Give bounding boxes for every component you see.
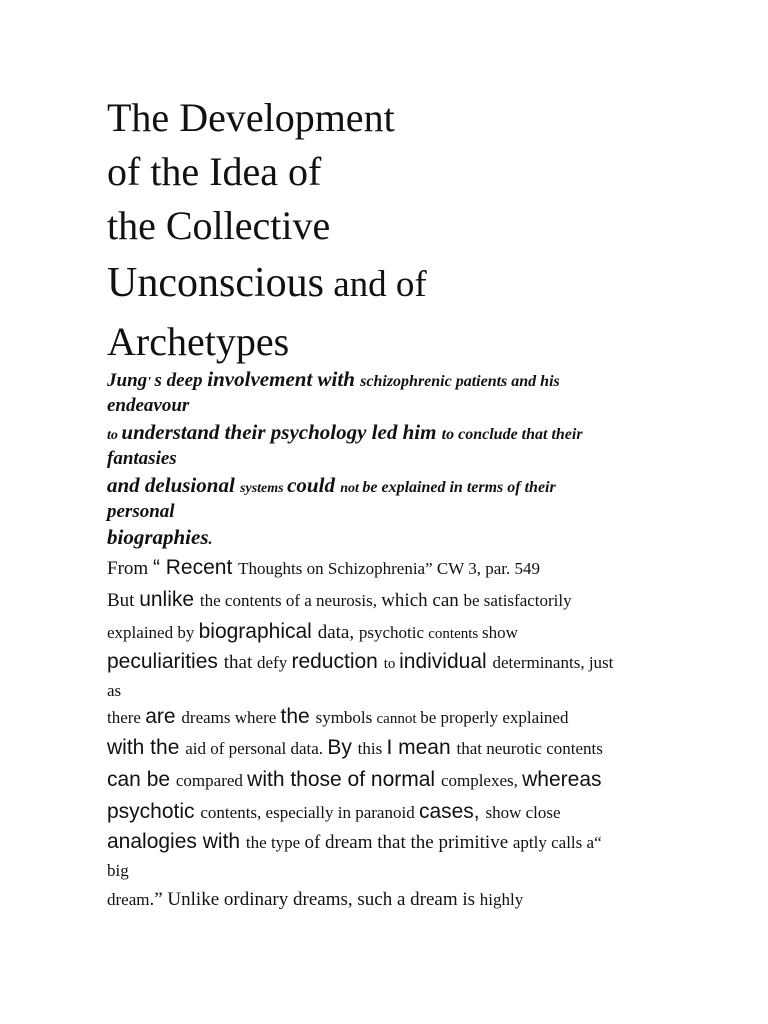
- epigraph-text: to conclude that their: [441, 426, 583, 443]
- body-text: with those of normal: [247, 768, 441, 791]
- body-text: the: [280, 705, 316, 728]
- epigraph-text: .: [208, 531, 213, 548]
- body-line-7: [107, 769, 602, 790]
- epigraph-line-1: [107, 369, 560, 390]
- body-text: unlike: [139, 588, 200, 611]
- body-text: which can: [381, 590, 464, 611]
- epigraph-text: s deep: [154, 370, 208, 391]
- body-text: of dream that the primitive: [304, 832, 513, 853]
- epigraph-line-6: personal: [107, 501, 175, 522]
- body-text: I mean: [386, 736, 457, 759]
- title-line-4-main: Unconscious: [107, 260, 324, 306]
- body-text: are: [145, 705, 182, 728]
- body-text: individual: [399, 650, 493, 673]
- body-text: be satisfactorily: [463, 591, 572, 610]
- body-text: But: [107, 590, 140, 611]
- title-line-3: the Collective: [107, 203, 331, 248]
- body-text: psychotic: [358, 623, 429, 642]
- body-text: big: [107, 861, 129, 880]
- body-text: whereas: [522, 768, 602, 791]
- title-line-5: Archetypes: [107, 319, 290, 364]
- body-text: data,: [317, 622, 359, 643]
- body-text: show: [482, 623, 518, 642]
- body-text: reduction: [291, 650, 384, 673]
- body-text: that neurotic contents: [456, 739, 603, 758]
- body-line-10: [107, 861, 129, 880]
- body-text: this: [357, 739, 387, 758]
- body-text: Thoughts on Schizophrenia” CW 3, par. 549: [238, 559, 540, 578]
- body-text: as: [107, 681, 122, 700]
- body-text: show close: [485, 803, 561, 822]
- epigraph-text: biographies: [107, 525, 209, 549]
- body-line-1: [107, 589, 572, 610]
- body-text: From: [107, 558, 149, 579]
- epigraph-line-3: [107, 422, 583, 443]
- body-text: contents,: [200, 803, 266, 822]
- body-line-11: [107, 890, 523, 909]
- epigraph-text: be explained in terms of their: [362, 479, 556, 496]
- epigraph-line-2: endeavour: [107, 395, 190, 416]
- body-line-5: [107, 706, 568, 727]
- body-line-2: [107, 621, 518, 642]
- body-line-8: [107, 801, 561, 822]
- body-text: psychotic: [107, 800, 201, 823]
- body-text: can be: [107, 768, 176, 791]
- body-text: peculiarities: [107, 650, 224, 673]
- body-text: contents: [428, 626, 482, 642]
- body-line-3: [107, 651, 613, 672]
- body-text: “ Recent: [152, 556, 239, 579]
- body-text: biographical: [198, 620, 318, 643]
- epigraph-line-7: [107, 527, 213, 548]
- body-text: explained by: [107, 623, 199, 642]
- body-line-9: [107, 831, 602, 852]
- body-line-6: [107, 737, 603, 758]
- body-text: personal data.: [228, 739, 328, 758]
- body-text: cannot: [376, 711, 421, 727]
- body-line-4: [107, 681, 121, 700]
- title-line-4: [107, 262, 427, 304]
- body-text: just: [588, 653, 614, 672]
- title-line-2: of the Idea of: [107, 149, 322, 194]
- epigraph-text: to: [107, 428, 122, 443]
- epigraph-text: ': [147, 375, 155, 390]
- epigraph-text: could: [287, 473, 341, 497]
- epigraph-text: not: [340, 481, 363, 496]
- body-text: By: [327, 736, 358, 759]
- body-text: be properly explained: [420, 708, 569, 727]
- epigraph-line-5: [107, 475, 556, 496]
- epigraph-line-4: fantasies: [107, 448, 177, 469]
- body-text: aptly calls a“: [512, 833, 602, 852]
- title-line-1: The Development: [107, 95, 395, 140]
- epigraph-text: and delusional: [107, 473, 241, 497]
- body-text: aid of: [185, 739, 229, 758]
- body-text: that: [223, 652, 257, 673]
- body-text: to: [383, 656, 400, 672]
- body-text: dream: [107, 890, 150, 909]
- body-text: dreams where: [181, 708, 281, 727]
- epigraph-text: understand their psychology led him: [121, 420, 442, 444]
- body-text: .” Unlike ordinary dreams,: [149, 889, 358, 910]
- body-text: defy: [256, 653, 292, 672]
- body-text: analogies with: [107, 830, 246, 853]
- epigraph-text: involvement with: [207, 367, 361, 391]
- body-text: with the: [107, 736, 186, 759]
- body-text: there: [107, 708, 146, 727]
- body-text: such a dream is: [357, 889, 480, 910]
- body-text: highly: [479, 890, 524, 909]
- source-citation: [107, 557, 540, 578]
- epigraph-text: schizophrenic patients and his: [360, 373, 560, 390]
- body-text: cases,: [418, 800, 486, 823]
- body-text: the type: [245, 833, 305, 852]
- body-text: complexes,: [440, 771, 523, 790]
- epigraph-text: Jung: [107, 370, 148, 391]
- epigraph-text: systems: [240, 481, 288, 496]
- body-text: determinants,: [492, 653, 589, 672]
- title-line-4-rest: and of: [323, 264, 427, 305]
- body-text: especially in paranoid: [265, 803, 419, 822]
- body-text: symbols: [315, 708, 377, 727]
- body-text: compared: [175, 771, 248, 790]
- body-text: the contents of a neurosis,: [199, 591, 382, 610]
